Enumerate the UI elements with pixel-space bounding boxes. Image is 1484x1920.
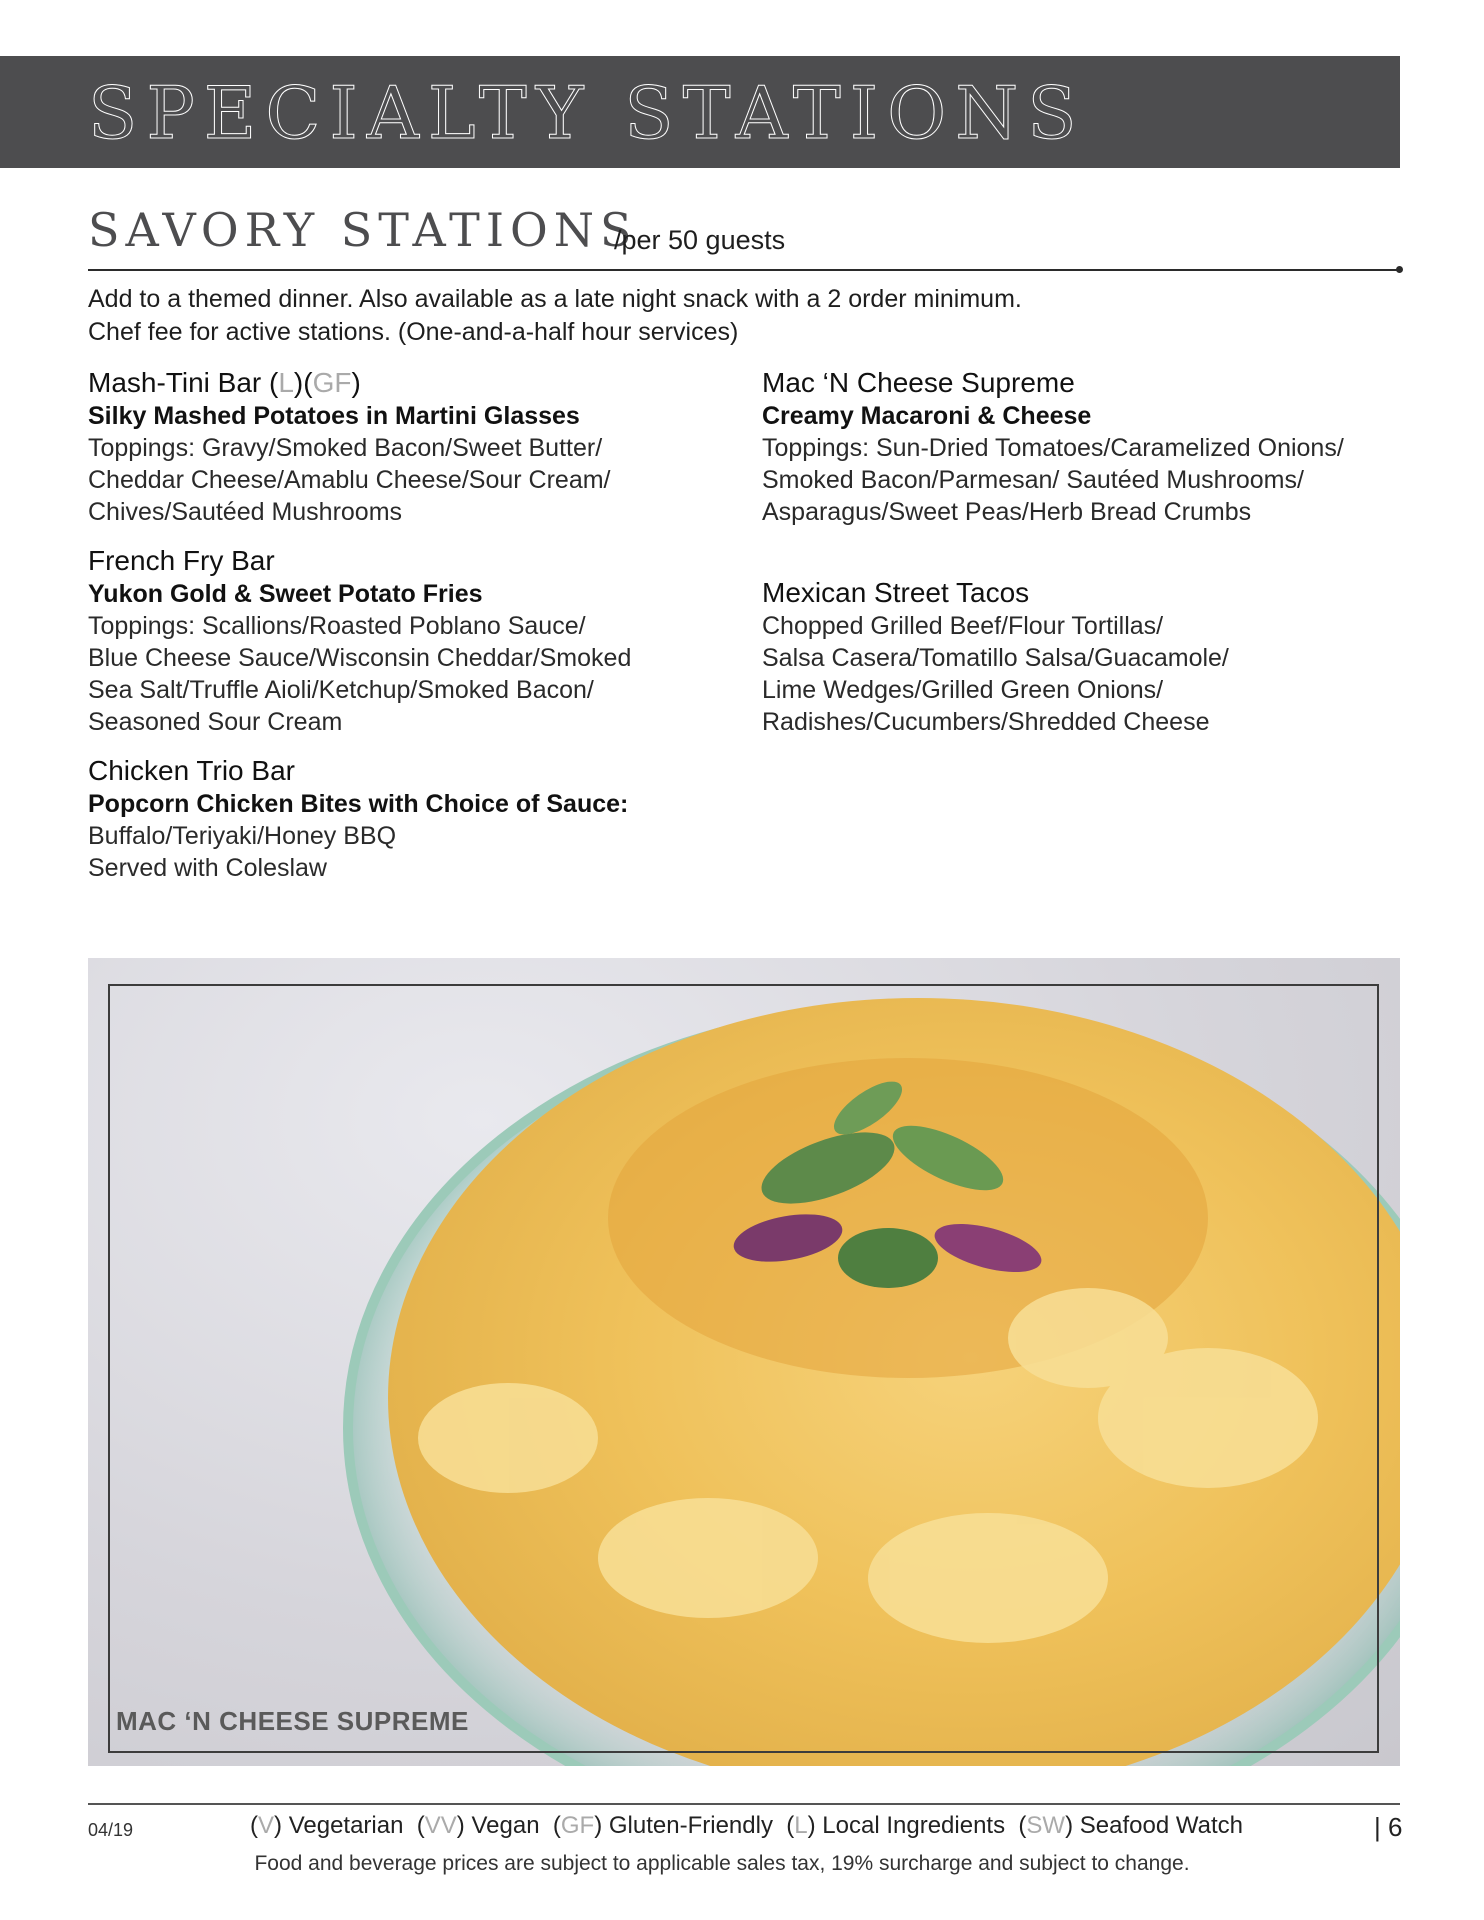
station-line: Cheddar Cheese/Amablu Cheese/Sour Cream/ (88, 466, 611, 494)
tag-separator: )( (293, 367, 313, 398)
station-line: Buffalo/Teriyaki/Honey BBQ (88, 822, 397, 850)
station-title: Chicken Trio Bar (88, 755, 295, 786)
station-line: Radishes/Cucumbers/Shredded Cheese (762, 708, 1210, 736)
station-mexican-street-tacos (762, 576, 1442, 738)
gluten-free-tag: GF (312, 367, 352, 398)
left-column (88, 366, 768, 884)
station-subtitle: Silky Mashed Potatoes in Martini Glasses (88, 402, 580, 430)
photo-caption: MAC ‘N CHEESE SUPREME (116, 1706, 469, 1736)
station-line: Salsa Casera/Tomatillo Salsa/Guacamole/ (762, 644, 1229, 672)
station-line: Toppings: Gravy/Smoked Bacon/Sweet Butter/ (88, 434, 603, 462)
intro-line: Chef fee for active stations. (One-and-a-half hour services) (88, 318, 739, 346)
seafood-watch-tag: SW (1026, 1812, 1066, 1839)
station-subtitle: Popcorn Chicken Bites with Choice of Sauce: (88, 790, 629, 818)
station-title: French Fry Bar (88, 545, 275, 576)
right-column (762, 366, 1442, 738)
local-tag: L (278, 367, 294, 398)
intro-line: Add to a themed dinner. Also available as a late night snack with a 2 order minimum. (88, 285, 1022, 313)
intro-text (88, 283, 1288, 349)
station-subtitle: Yukon Gold & Sweet Potato Fries (88, 580, 483, 608)
station-line: Chives/Sautéed Mushrooms (88, 498, 403, 526)
footer-date: 04/19 (88, 1820, 134, 1840)
station-line: Toppings: Sun-Dried Tomatoes/Caramelized Onions/ (762, 434, 1344, 462)
section-subtitle: /per 50 guests (614, 225, 786, 255)
station-title-text: Mash-Tini Bar ( (88, 367, 279, 398)
station-line: Sea Salt/Truffle Aioli/Ketchup/Smoked Bacon/ (88, 676, 594, 704)
dietary-legend: (V) Vegetarian (VV) Vegan (GF) Gluten-Friendly (L) Local Ingredients (SW) Seafood Watch (250, 1812, 1243, 1839)
station-line: Blue Cheese Sauce/Wisconsin Cheddar/Smoked (88, 644, 632, 672)
section-header (88, 200, 1400, 272)
station-line: Smoked Bacon/Parmesan/ Sautéed Mushrooms/ (762, 466, 1304, 494)
divider-end-dot (1396, 266, 1403, 273)
page-banner (0, 56, 1400, 168)
station-title: Mac ‘N Cheese Supreme (762, 367, 1075, 398)
footer-divider (88, 1803, 1400, 1805)
page-title: SPECIALTY STATIONS (88, 71, 1086, 155)
section-title: SAVORY STATIONS (88, 203, 638, 257)
station-line: Asparagus/Sweet Peas/Herb Bread Crumbs (762, 498, 1252, 526)
photo-frame (108, 984, 1379, 1753)
station-line: Served with Coleslaw (88, 854, 327, 882)
legend-label: Gluten-Friendly (608, 1812, 773, 1839)
legend-label: Vegetarian (288, 1812, 404, 1839)
tag-close: ) (351, 367, 361, 398)
page-number: | 6 (1374, 1812, 1403, 1842)
gluten-free-tag: GF (560, 1812, 595, 1839)
legend-label: Local Ingredients (822, 1812, 1006, 1839)
station-title: Mexican Street Tacos (762, 577, 1030, 608)
station-line: Chopped Grilled Beef/Flour Tortillas/ (762, 612, 1164, 640)
legend-label: Seafood Watch (1079, 1812, 1243, 1839)
station-chicken-trio-bar (88, 754, 768, 884)
footer-note-text: Food and beverage prices are subject to applicable sales tax, 19% surcharge and subject to change. (254, 1852, 1190, 1875)
station-line: Seasoned Sour Cream (88, 708, 343, 736)
vegan-tag: VV (424, 1812, 457, 1839)
station-mac-n-cheese (762, 366, 1442, 528)
station-line: Toppings: Scallions/Roasted Poblano Sauce/ (88, 612, 586, 640)
station-title (88, 366, 768, 400)
station-mash-tini-bar (88, 366, 768, 528)
footer-note (0, 1852, 1484, 1876)
station-subtitle: Creamy Macaroni & Cheese (762, 402, 1092, 430)
station-french-fry-bar (88, 544, 768, 738)
food-photo (88, 958, 1400, 1766)
section-divider (88, 269, 1400, 271)
station-line: Lime Wedges/Grilled Green Onions/ (762, 676, 1164, 704)
vegetarian-tag: V (258, 1812, 275, 1839)
local-tag: L (794, 1812, 808, 1839)
legend-label: Vegan (471, 1812, 540, 1839)
